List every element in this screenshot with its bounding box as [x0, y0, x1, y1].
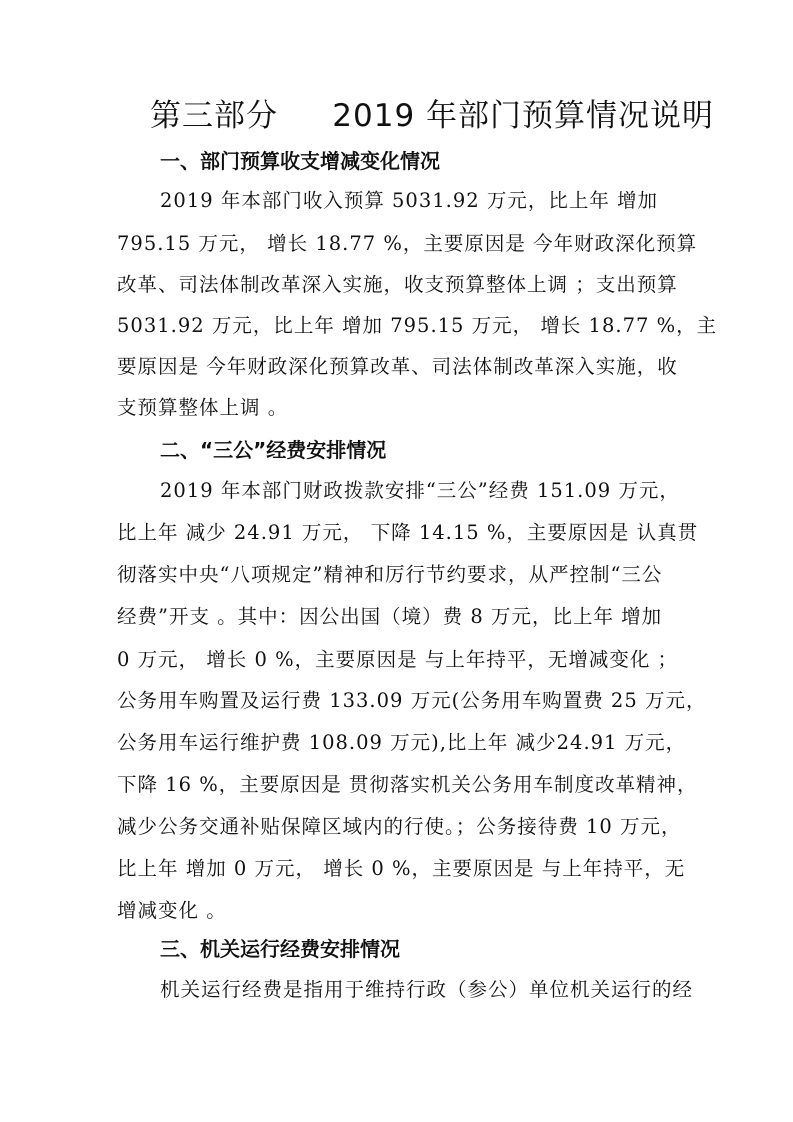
- paragraph-line: 比上年 增加 0 万元， 增长 0 %，主要原因是 与上年持平，无: [117, 857, 686, 880]
- section-heading-3: 三、机关运行经费安排情况: [160, 937, 400, 961]
- paragraph-line: 改革、司法体制改革深入实施，收支预算整体上调 ；支出预算: [117, 273, 678, 296]
- paragraph-line: 彻落实中央“八项规定”精神和厉行节约要求，从严控制“三公: [117, 563, 663, 586]
- paragraph-line: 经费”开支 。其中：因公出国（境）费 8 万元，比上年 增加: [117, 605, 663, 628]
- paragraph-line: 增减变化 。: [117, 899, 227, 922]
- section-heading-1: 一、部门预算收支增减变化情况: [160, 149, 440, 173]
- paragraph-line: 795.15 万元， 增长 18.77 %，主要原因是 今年财政深化预算: [117, 232, 698, 255]
- paragraph-line: 要原因是 今年财政深化预算改革、司法体制改革深入实施，收: [117, 355, 678, 378]
- paragraph-line: 2019 年本部门收入预算 5031.92 万元，比上年 增加: [160, 189, 659, 212]
- paragraph-line: 2019 年本部门财政拨款安排“三公”经费 151.09 万元，: [160, 479, 680, 502]
- paragraph-line: 5031.92 万元，比上年 增加 795.15 万元， 增长 18.77 %，主: [117, 314, 718, 337]
- section-heading-2: 二、“三公”经费安排情况: [160, 438, 387, 462]
- paragraph-line: 减少公务交通补贴保障区域内的行使。；公务接待费 10 万元，: [117, 815, 682, 838]
- paragraph-line: 公务用车购置及运行费 133.09 万元(公务用车购置费 25 万元，: [117, 689, 707, 712]
- paragraph-line: 0 万元， 增长 0 %，主要原因是 与上年持平，无增减变化 ；: [117, 648, 679, 671]
- paragraph-line: 下降 16 %，主要原因是 贯彻落实机关公务用车制度改革精神，: [117, 773, 698, 796]
- paragraph-line: 支预算整体上调 。: [117, 396, 289, 419]
- paragraph-line: 比上年 减少 24.91 万元， 下降 14.15 %，主要原因是 认真贯: [117, 521, 699, 544]
- paragraph-line: 机关运行经费是指用于维持行政（参公）单位机关运行的经: [160, 978, 694, 1001]
- page-title: 第三部分 2019 年部门预算情况说明: [150, 98, 715, 134]
- paragraph-line: 公务用车运行维护费 108.09 万元),比上年 减少24.91 万元，: [117, 731, 687, 754]
